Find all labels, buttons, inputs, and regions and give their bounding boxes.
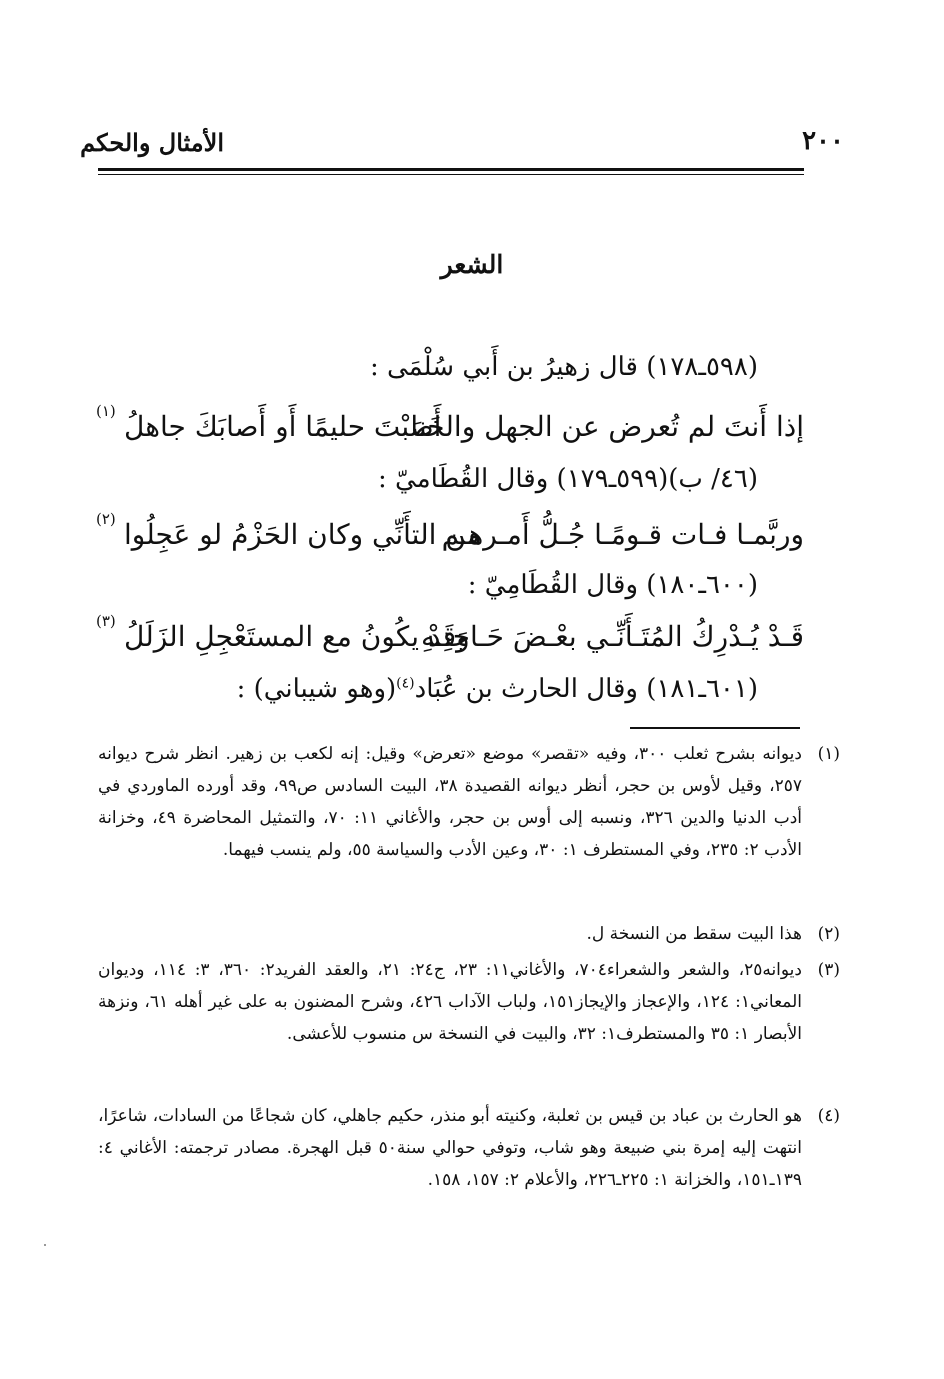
footnote [98,918,840,950]
poem-intro-text: (٦٠١ـ١٨١) وقال الحارث بن عُبَاد [414,674,758,704]
verse-hemistich-first: وربَّمـا فـات قـومًـا جُـلُّ أَمـرهـم [441,518,804,551]
footnote-text: هذا البيت سقط من النسخة ل. [586,924,802,944]
footnote-marker: (٣) [96,612,116,630]
footnote-marker: (٤) [396,675,415,692]
footnote-number: (٣) [817,960,840,980]
verse-hemistich-second: وَقَدْ يكُونُ مع المستَعْجِلِ الزَلَلُ [124,620,470,653]
footnote-number: (١) [817,744,840,764]
verse-hemistich-first: قَـدْ يُـدْرِكُ المُتَـأَنِّـي بعْـضَ حَـاجتِـهِ [420,620,804,653]
footnote-number: (٤) [817,1106,840,1126]
footnote-separator [630,727,800,729]
poem-intro: (٦٠٠ـ١٨٠) وقال القُطَامِيّ : [467,570,758,600]
verse-line [96,612,804,660]
section-heading: الشعر [440,250,504,279]
page-number: ٢٠٠ [802,126,844,156]
footnote [98,954,840,1050]
running-header-title: الأمثال والحكم [80,128,224,157]
footnote [98,1100,840,1196]
footnote-text: ديوانه٢٥، والشعر والشعراء٧٠٤، والأغاني١١: ٢٣، ج٢٤: ٢١، والعقد الفريد٢: ٣٦٠، ٣: ١١٤، وديوان المعاني١: ١٢٤، والإعجاز والإيجاز١٥١، ولباب الآداب ٤٢٦، وشرح المضنون به على غير أهله ٦١، ونزهة الأبصار ١: ٣٥ والمستطرف١: ٣٢، والبيت في النسخة س منسوب للأعشى. [98,960,803,1044]
header-rule-thin [98,174,804,175]
footnote-text: ديوانه بشرح ثعلب ٣٠٠، وفيه «تقصر» موضع «تعرض» وقيل: إنه لكعب بن زهير. انظر شرح ديوانه ٢٥٧، وقيل لأوس بن حجر، أنظر ديوانه القصيدة ٣٨، البيت السادس ص٩٩، وقد أورده الماوردي في أدب الدنيا والدين ٣٢٦، ونسبه إلى أوس بن حجر، والأغاني ١١: ٧٠، والتمثيل المحاضرة ٤٩، وخزانة الأدب ٢: ٢٣٥، وفي المستطرف ١: ٣٠، وعين الأدب والسياسة ٥٥، ولم ينسب فيهما. [98,744,803,860]
poem-intro-suffix: (وهو شيباني) : [236,674,397,704]
footnote-marker: (٢) [96,510,116,528]
poem-intro [237,674,758,704]
poem-intro: (٤٦/ ب)(٥٩٩ـ١٧٩) وقال القُطَاميّ : [378,464,758,494]
verse-hemistich-first: إذا أَنتَ لم تُعرض عن الجهل والخَنا [410,410,804,443]
poem-intro: (٥٩٨ـ١٧٨) قال زهيرُ بن أَبي سُلْمَى : [369,352,758,382]
verse-line [96,510,804,558]
verse-hemistich-second: أَصَبْتَ حليمًا أَو أَصابَكَ جاهلُ [124,410,442,443]
footnote-text: هو الحارث بن عباد بن قيس بن ثعلبة، وكنيته أبو منذر، حكيم جاهلي، كان شجاعًا من السادات، شاعرًا، انتهت إليه إمرة بني ضبيعة وهو شاب، وتوفي حوالي سنة٥٠ قبل الهجرة. مصادر ترجمته: الأغاني ٤: ١٣٩ـ١٥١، والخزانة ١: ٢٢٥ـ٢٢٦، والأعلام ٢: ١٥٧، ١٥٨. [98,1106,803,1190]
verse-line [96,402,804,450]
scan-speck [44,1244,46,1246]
footnote [98,738,840,866]
footnote-number: (٢) [817,924,840,944]
header-rule-thick [98,168,804,171]
footnote-marker: (١) [96,402,116,420]
verse-hemistich-second: من التأَنِّي وكان الحَزْمُ لو عَجِلُوا [124,518,482,551]
